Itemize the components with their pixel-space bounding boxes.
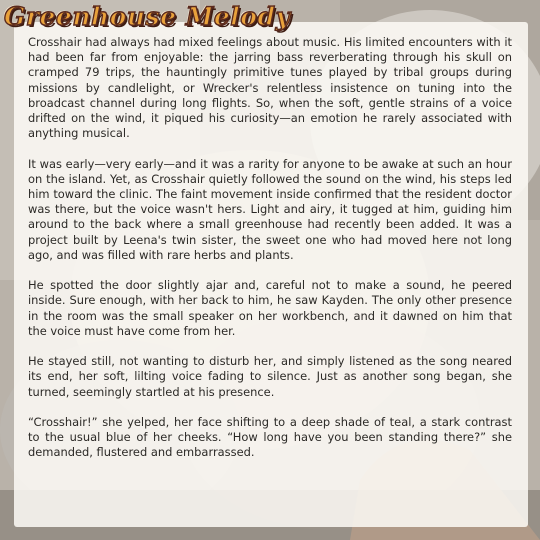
story-paragraph: He spotted the door slightly ajar and, careful not to make a sound, he peered inside. Sure enough, with her back to him, he saw Kayden. The only other presence in the room was the small speaker on her workbench, and it dawned on him that the voice must have come from her. [28,278,512,338]
story-paragraph: It was early—very early—and it was a rarity for anyone to be awake at such an hour on the island. Yet, as Crosshair quietly followed the sound on the wind, his steps led him toward the clinic. The faint movement inside confirmed that the resident doctor was there, but the voice wasn't hers. Light and airy, it tugged at him, guiding him around to the back where a small greenhouse had recently been added. It was a project built by Leena's twin sister, the sweet one who had moved here not long ago, and was filled with rare herbs and plants. [28,156,512,262]
story-paragraph: “Crosshair!” she yelped, her face shifting to a deep shade of teal, a stark contrast to the usual blue of her cheeks. “How long have you been standing there?” she demanded, flustered and embarrassed. [28,415,512,460]
story-body [28,35,512,476]
story-title: Greenhouse Melody [4,2,291,31]
story-paragraph: He stayed still, not wanting to disturb her, and simply listened as the song neared its end, her soft, lilting voice fading to silence. Just as another song began, she turned, seemingly startled at his presence. [28,354,512,399]
story-paragraph: Crosshair had always had mixed feelings about music. His limited encounters with it had been far from enjoyable: the jarring bass reverberating through his skull on cramped 79 trips, the hauntingly primitive tunes played by tribal groups during missions by candlelight, or Wrecker's relentless insistence on tuning into the broadcast channel during long flights. So, when the soft, gentle strains of a voice drifted on the wind, it piqued his curiosity—an emotion he rarely associated with anything musical. [28,35,512,141]
